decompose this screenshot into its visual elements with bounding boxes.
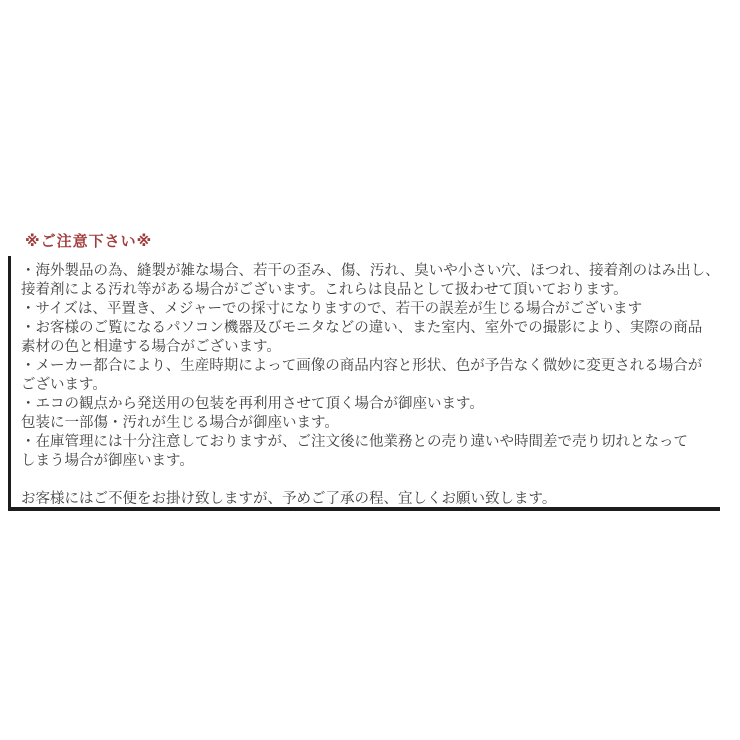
notice-line: ・海外製品の為、縫製が雑な場合、若干の歪み、傷、汚れ、臭いや小さい穴、ほつれ、接着剤のはみ出し、 [21,263,720,279]
notice-line: ・在庫管理には十分注意しておりますが、ご注文後に他業務との売り違いや時間差で売り切れとなって [21,434,688,450]
notice-title: ※ご注意下さい※ [25,233,153,250]
notice-line: お客様にはご不便をお掛け致しますが、予めご了承の程、宜しくお願い致します。 [21,491,557,507]
notice-line: ・エコの観点から発送用の包装を再利用させて頂く場合が御座います。 [21,396,484,412]
notice-line: 素材の色と相違する場合がございます。 [21,339,281,355]
notice-line: ・メーカー都合により、生産時期によって画像の商品内容と形状、色が予告なく微妙に変更される場合が [21,358,703,374]
notice-box [8,256,720,511]
notice-line: ございます。 [21,377,107,393]
notice-line [21,471,716,490]
notice-line: 包装に一部傷・汚れが生じる場合が御座います。 [21,415,339,431]
notice-line: ・サイズは、平置き、メジャーでの採寸になりますので、若干の誤差が生じる場合がございます [21,301,643,317]
notice-line: ・お客様のご覧になるパソコン機器及びモニタなどの違い、また室内、室外での撮影により、実際の商品 [21,320,703,336]
notice-line: しまう場合が御座います。 [21,453,194,469]
notice-line: 接着剤による汚れ等がある場合がございます。これらは良品として扱わせて頂いております。 [21,282,628,298]
notice-text [11,256,720,509]
